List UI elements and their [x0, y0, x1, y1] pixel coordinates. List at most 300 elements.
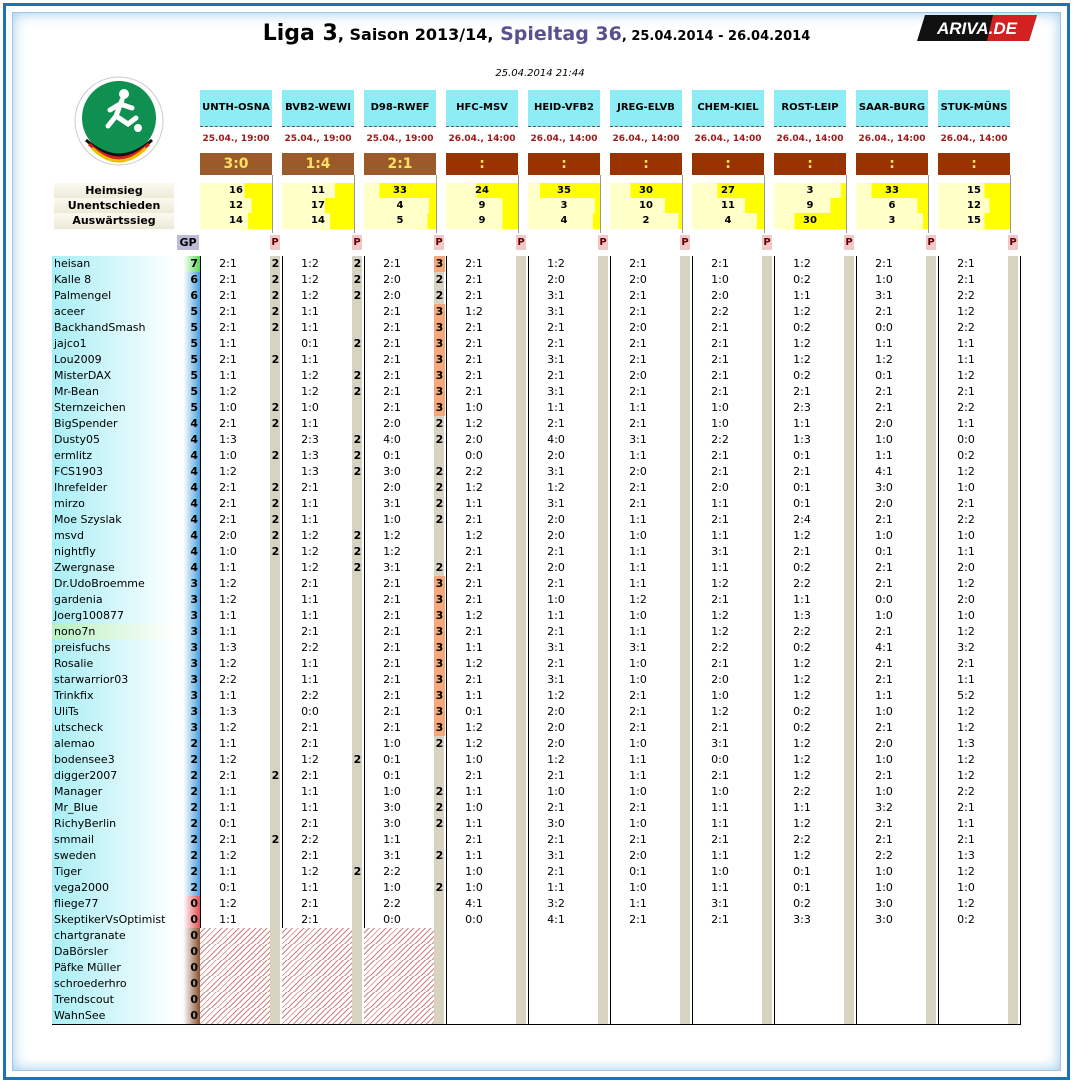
player-row[interactable]	[52, 368, 1021, 384]
match-stat-u-7: 9	[774, 198, 846, 214]
tip-cell: 2:1	[219, 833, 237, 846]
player-row[interactable]	[52, 672, 1021, 688]
tip-cell: 2:1	[547, 337, 565, 350]
tip-cell: 1:1	[711, 801, 729, 814]
tip-cell: 2:0	[383, 481, 401, 494]
player-row[interactable]	[52, 320, 1021, 336]
tip-cell: 2:1	[793, 465, 811, 478]
tip-cell: 2:1	[711, 657, 729, 670]
tip-cell: 4:1	[875, 641, 893, 654]
column-divider	[600, 175, 601, 233]
tip-cell: 1:2	[957, 769, 975, 782]
tip-cell: 0:1	[793, 881, 811, 894]
tip-cell: 2:1	[875, 577, 893, 590]
player-name[interactable]: nono7n	[52, 624, 176, 640]
player-row[interactable]	[52, 496, 1021, 512]
player-name[interactable]: Joerg100877	[52, 608, 176, 624]
tip-cell: 2:2	[383, 897, 401, 910]
dfb-league-logo	[72, 74, 166, 168]
tip-cell: 0:1	[465, 705, 483, 718]
player-name[interactable]: Manager	[52, 784, 176, 800]
player-name[interactable]: Lou2009	[52, 352, 176, 368]
tip-cell: 2:0	[711, 481, 729, 494]
player-row[interactable]	[52, 880, 1021, 896]
tip-cell: 3:1	[711, 737, 729, 750]
tip-cell: 2:1	[301, 769, 319, 782]
points-cell: 2	[353, 385, 362, 398]
tip-cell: 3:1	[875, 289, 893, 302]
points-cell: 2	[435, 881, 444, 894]
player-row[interactable]	[52, 464, 1021, 480]
tip-cell: 1:1	[219, 801, 237, 814]
tip-cell: 2:2	[711, 433, 729, 446]
player-gp: 3	[176, 592, 200, 608]
missing-tip-hatch	[200, 1008, 270, 1024]
match-team-3: HFC-MSV	[446, 90, 518, 127]
player-gp: 4	[176, 432, 200, 448]
player-row[interactable]	[52, 800, 1021, 816]
tip-cell: 2:0	[629, 465, 647, 478]
points-cell: 3	[435, 657, 444, 670]
player-row[interactable]	[52, 848, 1021, 864]
player-name[interactable]: SkeptikerVsOptimist	[52, 912, 176, 928]
player-name[interactable]: Sternzeichen	[52, 400, 176, 416]
player-name[interactable]: alemao	[52, 736, 176, 752]
player-row[interactable]	[52, 832, 1021, 848]
points-header-6[interactable]: P	[763, 237, 771, 248]
tip-cell: 2:1	[383, 641, 401, 654]
tip-cell: 3:2	[547, 897, 565, 910]
match-score-1: 1:4	[282, 153, 354, 175]
tip-cell: 2:1	[465, 545, 483, 558]
tip-cell: 2:1	[875, 769, 893, 782]
tip-cell: 1:0	[629, 609, 647, 622]
tip-cell: 1:2	[793, 305, 811, 318]
points-cell: 3	[435, 577, 444, 590]
tip-cell: 1:1	[957, 337, 975, 350]
player-name[interactable]: aceer	[52, 304, 176, 320]
player-name[interactable]: Ihrefelder	[52, 480, 176, 496]
tip-cell: 1:0	[547, 593, 565, 606]
points-header-0[interactable]: P	[271, 237, 279, 248]
tip-cell: 2:1	[711, 465, 729, 478]
player-row[interactable]	[52, 560, 1021, 576]
player-name[interactable]: vega2000	[52, 880, 176, 896]
player-row[interactable]	[52, 416, 1021, 432]
tip-cell: 3:1	[547, 465, 565, 478]
player-name[interactable]: BigSpender	[52, 416, 176, 432]
player-gp: 0	[176, 896, 200, 912]
match-date-8: 26.04., 14:00	[858, 134, 926, 144]
tip-cell: 2:1	[219, 257, 237, 270]
player-gp: 0	[176, 1008, 200, 1024]
tip-cell: 2:1	[547, 417, 565, 430]
player-row[interactable]	[52, 576, 1021, 592]
tip-cell: 2:0	[383, 289, 401, 302]
points-header-4[interactable]: P	[599, 237, 607, 248]
tip-cell: 1:2	[957, 753, 975, 766]
player-name[interactable]: FCS1903	[52, 464, 176, 480]
tip-cell: 0:0	[465, 449, 483, 462]
tip-cell: 3:1	[383, 497, 401, 510]
player-row[interactable]	[52, 544, 1021, 560]
tip-cell: 2:2	[793, 833, 811, 846]
player-name[interactable]: gardenia	[52, 592, 176, 608]
missing-tip-hatch	[282, 992, 352, 1008]
match-stat-a-6: 4	[692, 213, 764, 229]
tip-cell: 2:1	[465, 833, 483, 846]
player-row[interactable]	[52, 608, 1021, 624]
tip-cell: 2:0	[629, 369, 647, 382]
player-gp: 4	[176, 416, 200, 432]
points-header-1[interactable]: P	[353, 237, 361, 248]
points-cell: 3	[435, 593, 444, 606]
match-score-6: :	[692, 153, 764, 175]
player-row[interactable]	[52, 896, 1021, 912]
player-row[interactable]	[52, 928, 1021, 944]
tip-cell: 2:1	[547, 769, 565, 782]
tip-cell: 2:1	[629, 337, 647, 350]
points-cell: 2	[435, 737, 444, 750]
player-gp: 4	[176, 512, 200, 528]
tip-cell: 2:2	[957, 289, 975, 302]
points-cell: 2	[271, 417, 280, 430]
gp-column-header[interactable]: GP	[177, 235, 199, 250]
tip-cell: 2:2	[383, 865, 401, 878]
tip-cell: 3:1	[547, 353, 565, 366]
player-name[interactable]: heisan	[52, 256, 176, 272]
tip-cell: 1:2	[301, 369, 319, 382]
player-name[interactable]: Palmengel	[52, 288, 176, 304]
player-name[interactable]: starwarrior03	[52, 672, 176, 688]
match-stat-h-8: 33	[856, 183, 928, 199]
tip-cell: 1:1	[957, 353, 975, 366]
tip-cell: 1:1	[301, 513, 319, 526]
tip-cell: 1:2	[875, 353, 893, 366]
tip-cell: 0:1	[793, 481, 811, 494]
tip-cell: 3:0	[547, 817, 565, 830]
tip-cell: 1:0	[711, 417, 729, 430]
tip-cell: 1:2	[465, 529, 483, 542]
player-gp: 2	[176, 768, 200, 784]
player-name[interactable]: chartgranate	[52, 928, 176, 944]
player-name[interactable]: mirzo	[52, 496, 176, 512]
tip-cell: 0:0	[957, 433, 975, 446]
tip-cell: 1:1	[301, 305, 319, 318]
tip-cell: 1:0	[465, 753, 483, 766]
points-cell: 2	[271, 289, 280, 302]
tip-cell: 2:1	[383, 673, 401, 686]
points-cell: 2	[435, 497, 444, 510]
tip-cell: 1:2	[465, 481, 483, 494]
points-cell: 2	[353, 273, 362, 286]
tip-cell: 1:1	[629, 897, 647, 910]
points-cell: 2	[271, 545, 280, 558]
player-name[interactable]: Mr-Bean	[52, 384, 176, 400]
match-stat-u-5: 10	[610, 198, 682, 214]
missing-tip-hatch	[282, 944, 352, 960]
ariva-logo[interactable]	[917, 15, 1037, 41]
player-row[interactable]	[52, 432, 1021, 448]
player-gp: 4	[176, 464, 200, 480]
player-row[interactable]	[52, 256, 1021, 272]
tip-cell: 1:1	[957, 417, 975, 430]
tip-cell: 1:1	[711, 561, 729, 574]
player-row[interactable]	[52, 656, 1021, 672]
match-team-1: BVB2-WEWI	[282, 90, 354, 127]
tip-cell: 0:2	[957, 913, 975, 926]
player-row[interactable]	[52, 624, 1021, 640]
player-gp: 3	[176, 688, 200, 704]
player-gp: 4	[176, 528, 200, 544]
player-row[interactable]	[52, 992, 1021, 1008]
points-cell: 3	[435, 721, 444, 734]
tip-cell: 2:1	[711, 833, 729, 846]
points-header-8[interactable]: P	[927, 237, 935, 248]
tip-cell: 1:2	[465, 657, 483, 670]
player-name[interactable]: ermlitz	[52, 448, 176, 464]
tip-cell: 2:1	[957, 385, 975, 398]
player-name[interactable]: nightfly	[52, 544, 176, 560]
points-cell: 2	[271, 401, 280, 414]
tip-cell: 1:0	[875, 609, 893, 622]
points-cell: 2	[271, 529, 280, 542]
tip-cell: 1:1	[629, 577, 647, 590]
missing-tip-hatch	[200, 944, 270, 960]
match-stat-a-7: 30	[774, 213, 846, 229]
player-row[interactable]	[52, 736, 1021, 752]
tip-cell: 3:1	[629, 641, 647, 654]
points-header-7[interactable]: P	[845, 237, 853, 248]
tip-cell: 2:1	[957, 833, 975, 846]
title-league: Liga 3	[262, 21, 338, 46]
tip-cell: 1:1	[219, 737, 237, 750]
tip-cell: 1:3	[219, 641, 237, 654]
player-name[interactable]: RichyBerlin	[52, 816, 176, 832]
tip-cell: 2:0	[547, 721, 565, 734]
tip-cell: 1:0	[383, 737, 401, 750]
player-name[interactable]: Tiger	[52, 864, 176, 880]
stat-label-home: Heimsieg	[54, 183, 174, 199]
player-name[interactable]: Zwergnase	[52, 560, 176, 576]
match-stat-u-9: 12	[938, 198, 1010, 214]
tip-cell: 3:1	[629, 433, 647, 446]
tip-cell: 2:2	[793, 785, 811, 798]
tip-cell: 1:1	[465, 497, 483, 510]
player-name[interactable]: smmail	[52, 832, 176, 848]
tip-cell: 2:1	[957, 657, 975, 670]
player-row[interactable]	[52, 688, 1021, 704]
tip-cell: 2:2	[793, 577, 811, 590]
player-name[interactable]: utscheck	[52, 720, 176, 736]
player-name[interactable]: Päfke Müller	[52, 960, 176, 976]
tip-cell: 1:1	[793, 417, 811, 430]
match-stat-a-1: 14	[282, 213, 354, 229]
player-name[interactable]: MisterDAX	[52, 368, 176, 384]
player-row[interactable]	[52, 272, 1021, 288]
player-name[interactable]: Kalle 8	[52, 272, 176, 288]
player-row[interactable]	[52, 960, 1021, 976]
tip-cell: 1:1	[629, 769, 647, 782]
player-gp: 0	[176, 960, 200, 976]
points-cell: 3	[435, 705, 444, 718]
tip-cell: 1:1	[301, 497, 319, 510]
tip-cell: 1:2	[793, 753, 811, 766]
player-name[interactable]: BackhandSmash	[52, 320, 176, 336]
player-name[interactable]: schroederhro	[52, 976, 176, 992]
player-gp: 3	[176, 672, 200, 688]
tip-cell: 0:2	[793, 561, 811, 574]
player-row[interactable]	[52, 1008, 1021, 1024]
tip-cell: 1:1	[301, 881, 319, 894]
tip-cell: 1:1	[793, 289, 811, 302]
player-name[interactable]: bodensee3	[52, 752, 176, 768]
tip-cell: 2:1	[383, 721, 401, 734]
match-stat-a-4: 4	[528, 213, 600, 229]
player-gp: 4	[176, 480, 200, 496]
player-name[interactable]: sweden	[52, 848, 176, 864]
points-cell: 3	[435, 641, 444, 654]
tip-cell: 0:1	[793, 449, 811, 462]
player-row[interactable]	[52, 976, 1021, 992]
tip-cell: 0:0	[711, 753, 729, 766]
player-name[interactable]: Dr.UdoBroemme	[52, 576, 176, 592]
player-row[interactable]	[52, 720, 1021, 736]
points-header-3[interactable]: P	[517, 237, 525, 248]
player-name[interactable]: preisfuchs	[52, 640, 176, 656]
points-cell: 2	[353, 753, 362, 766]
points-header-5[interactable]: P	[681, 237, 689, 248]
tip-cell: 1:3	[957, 849, 975, 862]
tip-cell: 1:2	[465, 305, 483, 318]
tip-cell: 2:1	[547, 865, 565, 878]
player-row[interactable]	[52, 528, 1021, 544]
tip-cell: 1:2	[301, 561, 319, 574]
player-row[interactable]	[52, 448, 1021, 464]
tip-cell: 1:0	[875, 753, 893, 766]
match-team-0: UNTH-OSNA	[200, 90, 272, 127]
tip-cell: 2:1	[711, 321, 729, 334]
player-row[interactable]	[52, 784, 1021, 800]
points-cell: 2	[271, 833, 280, 846]
player-row[interactable]	[52, 384, 1021, 400]
player-row[interactable]	[52, 592, 1021, 608]
tip-cell: 2:1	[219, 497, 237, 510]
player-row[interactable]	[52, 288, 1021, 304]
tip-cell: 2:1	[219, 481, 237, 494]
tip-cell: 2:1	[629, 497, 647, 510]
match-date-2: 25.04., 19:00	[366, 134, 434, 144]
player-row[interactable]	[52, 752, 1021, 768]
tip-cell: 1:2	[301, 257, 319, 270]
missing-tip-hatch	[282, 928, 352, 944]
player-row[interactable]	[52, 480, 1021, 496]
tip-cell: 2:1	[383, 657, 401, 670]
player-row[interactable]	[52, 768, 1021, 784]
tip-cell: 1:0	[957, 881, 975, 894]
points-cell: 2	[353, 865, 362, 878]
player-row[interactable]	[52, 352, 1021, 368]
tip-cell: 2:0	[383, 273, 401, 286]
match-stat-u-3: 9	[446, 198, 518, 214]
tip-cell: 1:1	[711, 881, 729, 894]
points-cell: 2	[435, 465, 444, 478]
tip-cell: 2:1	[465, 513, 483, 526]
tip-cell: 2:1	[219, 289, 237, 302]
player-name[interactable]: Dusty05	[52, 432, 176, 448]
player-row[interactable]	[52, 640, 1021, 656]
player-row[interactable]	[52, 400, 1021, 416]
match-stat-h-7: 3	[774, 183, 846, 199]
player-name[interactable]: digger2007	[52, 768, 176, 784]
page-title	[0, 21, 1073, 46]
tip-cell: 0:0	[301, 705, 319, 718]
player-row[interactable]	[52, 704, 1021, 720]
player-row[interactable]	[52, 864, 1021, 880]
missing-tip-hatch	[282, 1008, 352, 1024]
tip-cell: 2:1	[383, 689, 401, 702]
tip-cell: 2:1	[465, 337, 483, 350]
tip-cell: 2:1	[465, 273, 483, 286]
tip-cell: 1:1	[629, 753, 647, 766]
match-score-5: :	[610, 153, 682, 175]
player-name[interactable]: Trinkfix	[52, 688, 176, 704]
player-row[interactable]	[52, 912, 1021, 928]
player-gp: 0	[176, 912, 200, 928]
player-row[interactable]	[52, 304, 1021, 320]
missing-tip-hatch	[364, 944, 434, 960]
player-name[interactable]: UliTs	[52, 704, 176, 720]
player-row[interactable]	[52, 944, 1021, 960]
player-name[interactable]: Rosalie	[52, 656, 176, 672]
player-name[interactable]: Mr_Blue	[52, 800, 176, 816]
player-name[interactable]: fliege77	[52, 896, 176, 912]
player-name[interactable]: DaBörsler	[52, 944, 176, 960]
player-name[interactable]: jajco1	[52, 336, 176, 352]
player-name[interactable]: msvd	[52, 528, 176, 544]
tip-cell: 0:2	[793, 321, 811, 334]
tip-cell: 1:2	[219, 593, 237, 606]
player-row[interactable]	[52, 512, 1021, 528]
tip-cell: 1:1	[219, 913, 237, 926]
tip-cell: 2:1	[629, 289, 647, 302]
tip-cell: 0:2	[793, 705, 811, 718]
player-row[interactable]	[52, 336, 1021, 352]
points-header-2[interactable]: P	[435, 237, 443, 248]
column-divider	[682, 175, 683, 233]
player-name[interactable]: WahnSee	[52, 1008, 176, 1024]
match-stat-u-4: 3	[528, 198, 600, 214]
missing-tip-hatch	[282, 976, 352, 992]
tip-cell: 2:1	[383, 305, 401, 318]
player-row[interactable]	[52, 816, 1021, 832]
player-gp: 2	[176, 848, 200, 864]
tip-cell: 0:0	[875, 321, 893, 334]
tip-cell: 1:1	[301, 417, 319, 430]
player-gp: 2	[176, 816, 200, 832]
tip-cell: 2:1	[875, 673, 893, 686]
column-divider	[354, 175, 355, 233]
match-team-4: HEID-VFB2	[528, 90, 600, 127]
player-name[interactable]: Moe Szyslak	[52, 512, 176, 528]
tip-cell: 2:1	[629, 705, 647, 718]
tip-cell: 2:1	[465, 577, 483, 590]
tip-cell: 2:2	[301, 641, 319, 654]
points-header-9[interactable]: P	[1009, 237, 1017, 248]
player-name[interactable]: Trendscout	[52, 992, 176, 1008]
tip-cell: 1:2	[301, 865, 319, 878]
player-gp: 4	[176, 448, 200, 464]
